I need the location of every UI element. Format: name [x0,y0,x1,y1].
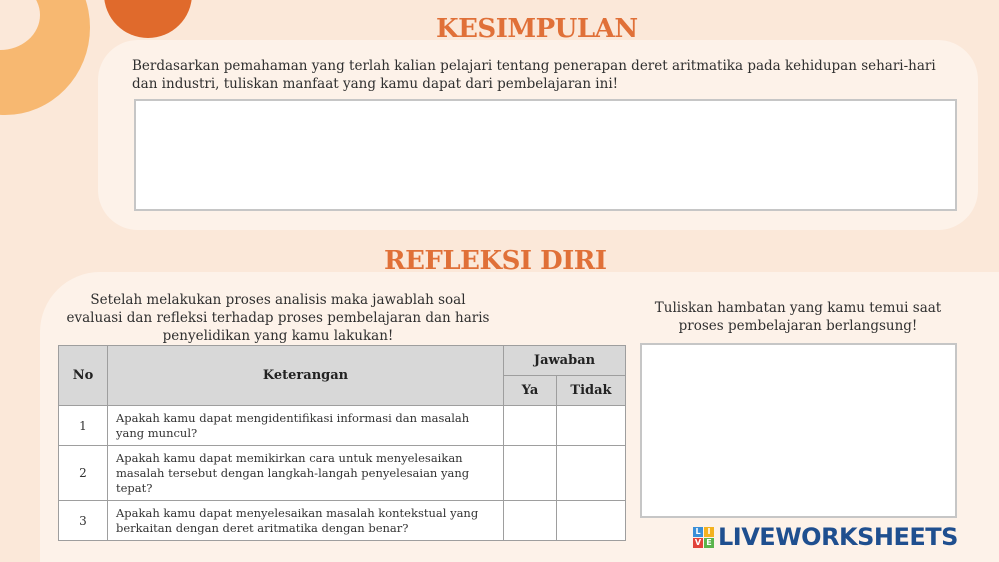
refleksi-instruction: Setelah melakukan proses analisis maka jawablah soal evaluasi dan refleksi terhadap proses pembelajaran dan haris penyelidikan yang kamu lakukan! [66,292,490,344]
row-number: 1 [59,406,108,446]
answer-ya-cell[interactable] [504,501,557,541]
kesimpulan-title: KESIMPULAN [436,14,638,44]
table-row [59,501,626,541]
header-ya: Ya [504,376,557,406]
table-row [59,446,626,501]
row-question: Apakah kamu dapat memikirkan cara untuk menyelesaikan masalah tersebut dengan langkah-langah penyelesaian yang tepat? [108,446,504,501]
kesimpulan-answer-box[interactable] [134,99,957,211]
refleksi-title: REFLEKSI DIRI [384,246,607,276]
decor-red-blob [104,0,192,38]
header-jawaban: Jawaban [504,346,626,376]
row-question: Apakah kamu dapat mengidentifikasi informasi dan masalah yang muncul? [108,406,504,446]
kesimpulan-instruction: Berdasarkan pemahaman yang terlah kalian pelajari tentang penerapan deret aritmatika pada kehidupan sehari-hari dan industri, tuliskan manfaat yang kamu dapat dari pembelajaran ini! [132,58,936,92]
answer-tidak-cell[interactable] [557,406,626,446]
header-no: No [59,346,108,406]
hambatan-instruction: Tuliskan hambatan yang kamu temui saat proses pembelajaran berlangsung! [654,300,942,334]
table-row [59,406,626,446]
hambatan-answer-box[interactable] [640,343,957,518]
answer-ya-cell[interactable] [504,446,557,501]
header-keterangan: Keterangan [108,346,504,406]
answer-tidak-cell[interactable] [557,446,626,501]
row-question: Apakah kamu dapat menyelesaikan masalah kontekstual yang berkaitan dengan deret aritmatika dengan benar? [108,501,504,541]
liveworksheets-logo[interactable] [693,522,958,552]
refleksi-table [58,345,626,541]
logo-mark-icon: L I V E [693,527,714,548]
answer-tidak-cell[interactable] [557,501,626,541]
row-number: 3 [59,501,108,541]
logo-text: LIVEWORKSHEETS [718,523,958,551]
header-tidak: Tidak [557,376,626,406]
answer-ya-cell[interactable] [504,406,557,446]
row-number: 2 [59,446,108,501]
